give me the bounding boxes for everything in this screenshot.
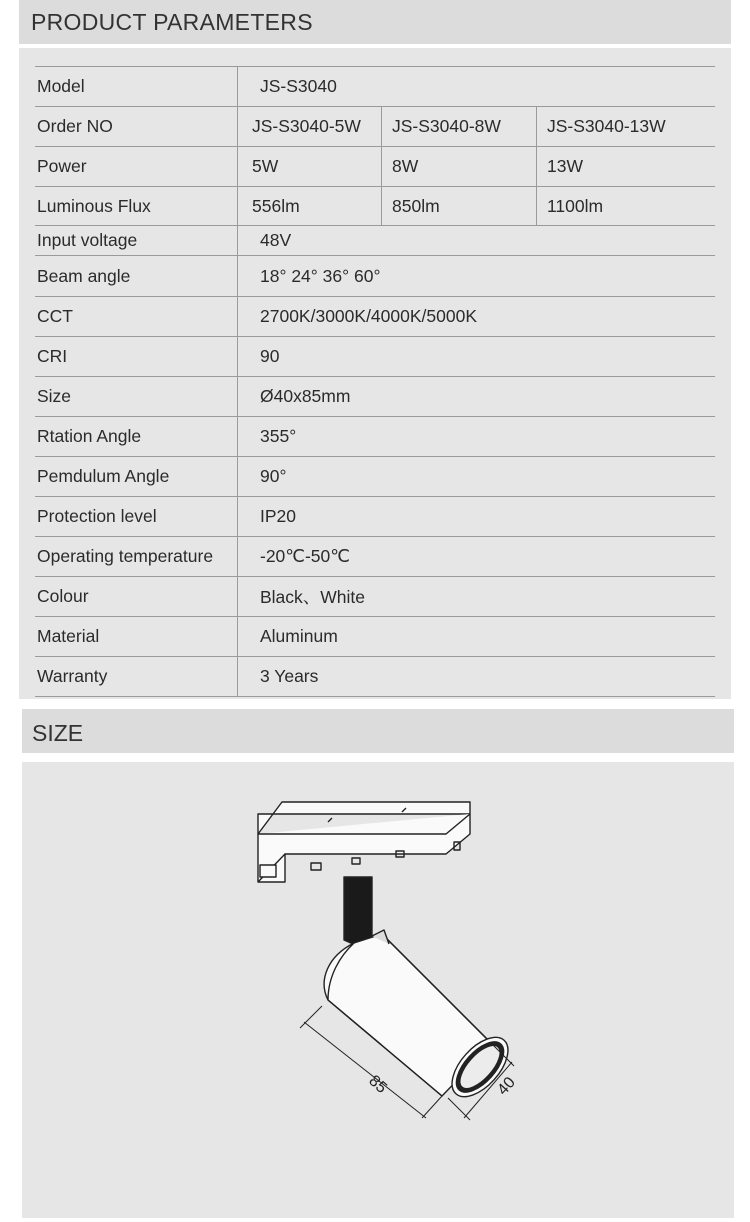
table-row xyxy=(35,376,715,416)
column-divider xyxy=(237,147,238,186)
column-divider xyxy=(237,67,238,106)
row-value: 850lm xyxy=(392,195,440,216)
row-value: JS-S3040-5W xyxy=(252,116,361,136)
row-value: 556lm xyxy=(252,195,300,216)
table-row xyxy=(35,616,715,656)
table-row xyxy=(35,296,715,336)
column-divider xyxy=(237,457,238,496)
table-row xyxy=(35,536,715,576)
column-divider xyxy=(237,297,238,336)
row-label: Luminous Flux xyxy=(37,195,151,216)
row-label: Beam angle xyxy=(37,265,131,286)
size-panel xyxy=(22,762,734,1218)
column-divider xyxy=(381,147,382,186)
row-value: 90° xyxy=(260,466,287,486)
size-title: SIZE xyxy=(32,720,84,746)
table-row xyxy=(35,66,715,106)
column-divider xyxy=(237,497,238,536)
row-value: JS-S3040-13W xyxy=(547,116,666,136)
row-label: CRI xyxy=(37,346,68,366)
column-divider xyxy=(237,657,238,696)
table-row xyxy=(35,106,715,146)
table-row xyxy=(35,186,715,225)
row-label: Input voltage xyxy=(37,230,138,250)
row-value: 90 xyxy=(260,346,280,366)
row-label: Pemdulum Angle xyxy=(37,466,170,486)
row-value: 13W xyxy=(547,156,583,176)
spotlight-body xyxy=(324,930,518,1106)
row-label: Order NO xyxy=(37,116,113,136)
row-label: CCT xyxy=(37,306,73,326)
row-label: Protection level xyxy=(37,506,157,526)
column-divider xyxy=(536,187,537,225)
column-divider xyxy=(381,187,382,225)
row-value: 18° 24° 36° 60° xyxy=(260,265,381,286)
column-divider xyxy=(237,107,238,146)
row-value: 5W xyxy=(252,156,279,176)
row-value: JS-S3040-8W xyxy=(392,116,501,136)
column-divider xyxy=(237,377,238,416)
table-row xyxy=(35,336,715,376)
table-row xyxy=(35,255,715,296)
column-divider xyxy=(237,187,238,225)
table-row xyxy=(35,456,715,496)
row-label: Power xyxy=(37,156,87,176)
column-divider xyxy=(237,337,238,376)
dimension-drawing xyxy=(22,762,734,1218)
column-divider xyxy=(237,577,238,616)
row-value: IP20 xyxy=(260,506,296,526)
length-dimension: 85 xyxy=(365,1072,390,1097)
row-value: 2700K/3000K/4000K/5000K xyxy=(260,306,477,326)
product-parameters-header xyxy=(19,0,731,44)
column-divider xyxy=(381,107,382,146)
row-label: Warranty xyxy=(37,666,108,686)
table-row xyxy=(35,146,715,186)
row-value: 3 Years xyxy=(260,666,319,686)
row-value: 1100lm xyxy=(547,195,604,216)
column-divider xyxy=(536,147,537,186)
column-divider xyxy=(237,417,238,456)
row-label: Operating temperature xyxy=(37,546,214,566)
column-divider xyxy=(536,107,537,146)
track-adapter xyxy=(258,802,470,882)
column-divider xyxy=(237,537,238,576)
row-value: -20℃-50℃ xyxy=(260,546,350,566)
table-row xyxy=(35,656,715,697)
row-value: 8W xyxy=(392,156,419,176)
row-value: Aluminum xyxy=(260,626,338,646)
column-divider xyxy=(237,226,238,255)
row-value: JS-S3040 xyxy=(260,76,337,96)
row-value: 355° xyxy=(260,426,297,446)
row-value: Ø40x85mm xyxy=(260,386,351,406)
row-value: 48V xyxy=(260,230,292,250)
parameters-table xyxy=(35,66,715,697)
row-label: Material xyxy=(37,626,100,646)
product-parameters-title: PRODUCT PARAMETERS xyxy=(31,9,313,35)
row-value: Black、White xyxy=(260,587,366,607)
size-header xyxy=(22,709,734,753)
row-label: Colour xyxy=(37,586,89,606)
parameters-panel xyxy=(19,48,731,699)
diameter-dimension: 40 xyxy=(494,1074,519,1099)
table-row xyxy=(35,416,715,456)
row-label: Model xyxy=(37,76,85,96)
row-label: Size xyxy=(37,386,72,406)
column-divider xyxy=(237,256,238,296)
table-row xyxy=(35,496,715,536)
table-row xyxy=(35,225,715,255)
table-row xyxy=(35,576,715,616)
row-label: Rtation Angle xyxy=(37,426,142,446)
column-divider xyxy=(237,617,238,656)
